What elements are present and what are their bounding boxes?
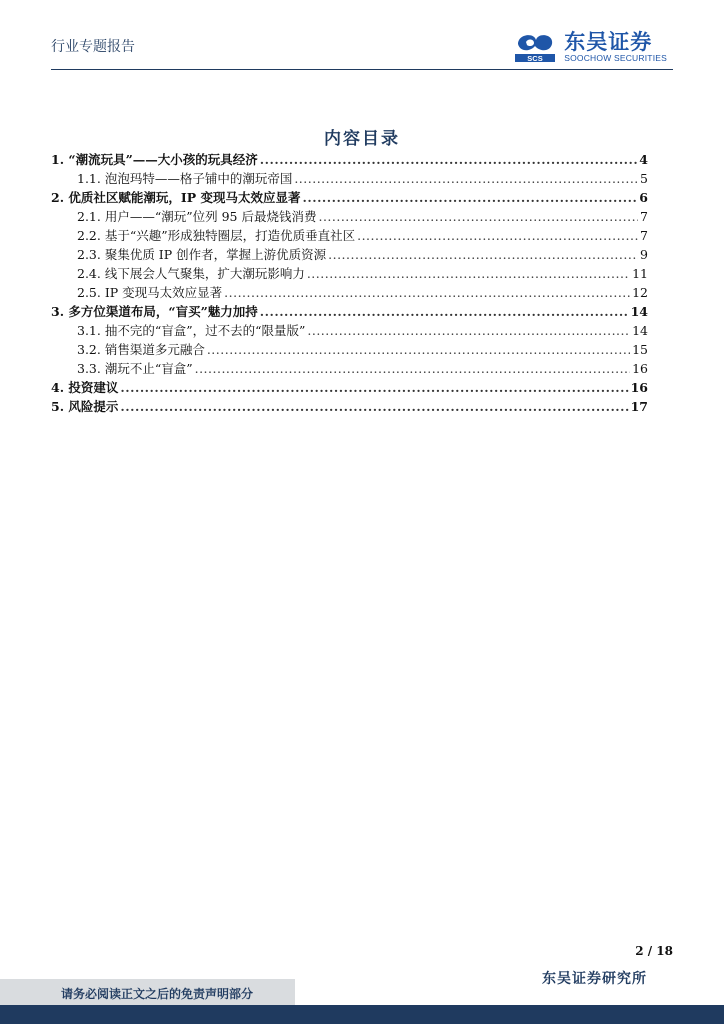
toc-entry-title: 2.1. 用户——“潮玩”位列 95 后最烧钱消费 — [77, 209, 317, 224]
toc-entry-page: 14 — [632, 323, 648, 338]
soochow-logo-icon — [512, 30, 558, 64]
toc-entry-title: 3. 多方位渠道布局，“盲买”魅力加持 — [51, 304, 258, 319]
toc-leader — [328, 247, 638, 262]
toc-entry-page: 9 — [640, 247, 648, 262]
toc-leader — [357, 228, 638, 243]
toc-entry-title: 2.2. 基于“兴趣”形成独特圈层，打造优质垂直社区 — [77, 228, 356, 243]
toc-entry-page: 15 — [632, 342, 648, 357]
footer-organization: 东吴证券研究所 — [542, 971, 647, 987]
toc-leader — [294, 171, 638, 186]
toc-entry-page: 16 — [632, 361, 648, 376]
toc-entry[interactable] — [51, 321, 648, 340]
table-of-contents — [51, 150, 648, 416]
toc-leader — [318, 209, 638, 224]
logo-mark-text: SCS — [527, 54, 543, 63]
company-logo — [512, 30, 667, 64]
toc-entry[interactable] — [51, 188, 648, 207]
toc-entry[interactable] — [51, 340, 648, 359]
toc-entry-title: 5. 风险提示 — [51, 399, 119, 414]
toc-entry[interactable] — [51, 245, 648, 264]
toc-entry[interactable] — [51, 264, 648, 283]
toc-entry-page: 6 — [639, 190, 648, 205]
toc-leader — [260, 304, 629, 319]
toc-entry-page: 14 — [630, 304, 648, 319]
toc-entry-page: 16 — [630, 380, 648, 395]
toc-leader — [307, 266, 630, 281]
toc-entry-title: 2.4. 线下展会人气聚集，扩大潮玩影响力 — [77, 266, 305, 281]
toc-entry[interactable] — [51, 302, 648, 321]
header-divider — [51, 69, 673, 70]
toc-entry-title: 3.3. 潮玩不止“盲盒” — [77, 361, 193, 376]
toc-entry[interactable] — [51, 283, 648, 302]
toc-entry-page: 4 — [639, 152, 648, 167]
toc-entry-page: 11 — [632, 266, 648, 281]
toc-entry-title: 2.3. 聚集优质 IP 创作者，掌握上游优质资源 — [77, 247, 327, 262]
toc-leader — [303, 190, 638, 205]
toc-entry-page: 12 — [632, 285, 648, 300]
toc-entry-title: 1. “潮流玩具”——大小孩的玩具经济 — [51, 152, 258, 167]
toc-entry-page: 7 — [640, 209, 648, 224]
toc-entry-page: 17 — [630, 399, 648, 414]
toc-entry-title: 2. 优质社区赋能潮玩，IP 变现马太效应显著 — [51, 190, 301, 205]
toc-entry[interactable] — [51, 378, 648, 397]
toc-leader — [260, 152, 638, 167]
toc-leader — [120, 380, 628, 395]
toc-entry-title: 4. 投资建议 — [51, 380, 119, 395]
toc-entry[interactable] — [51, 169, 648, 188]
toc-entry-page: 7 — [640, 228, 648, 243]
disclaimer-text: 请务必阅读正文之后的免责声明部分 — [61, 987, 254, 1001]
page-number: 2 / 18 — [635, 944, 673, 958]
toc-entry-title: 3.1. 抽不完的“盲盒”，过不去的“限量版” — [77, 323, 306, 338]
toc-entry[interactable] — [51, 226, 648, 245]
toc-leader — [195, 361, 630, 376]
logo-english-name: SOOCHOW SECURITIES — [564, 52, 667, 63]
toc-entry[interactable] — [51, 207, 648, 226]
toc-leader — [224, 285, 630, 300]
toc-entry[interactable] — [51, 150, 648, 169]
toc-entry[interactable] — [51, 397, 648, 416]
logo-chinese-name: 东吴证券 — [564, 29, 653, 54]
toc-entry[interactable] — [51, 359, 648, 378]
toc-leader — [120, 399, 628, 414]
toc-entry-title: 2.5. IP 变现马太效应显著 — [77, 285, 223, 300]
footer-bar — [0, 1005, 724, 1024]
report-type-label: 行业专题报告 — [51, 39, 135, 55]
toc-entry-title: 1.1. 泡泡玛特——格子铺中的潮玩帝国 — [77, 171, 293, 186]
toc-entry-page: 5 — [640, 171, 648, 186]
toc-leader — [307, 323, 630, 338]
toc-entry-title: 3.2. 销售渠道多元融合 — [77, 342, 205, 357]
toc-title: 内容目录 — [324, 129, 400, 149]
toc-leader — [207, 342, 630, 357]
